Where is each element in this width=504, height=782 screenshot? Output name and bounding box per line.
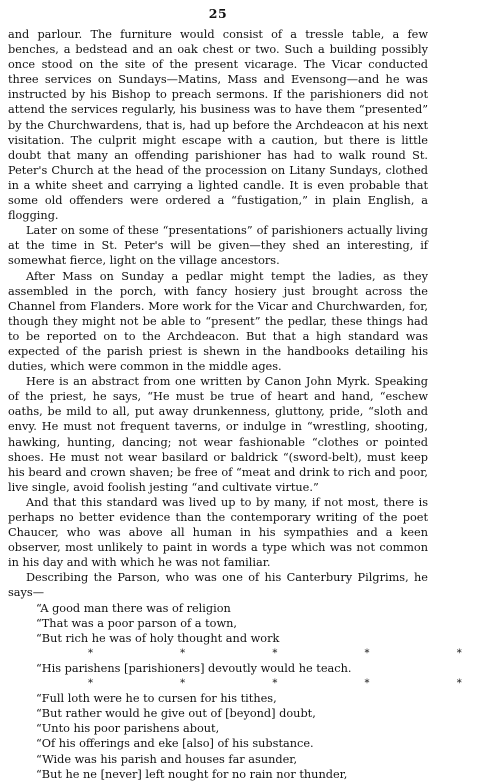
verse-line: “But rich he was of holy thought and work	[36, 631, 280, 645]
ellipsis-stars: * * * * *	[88, 678, 504, 690]
paragraph-chaucer: And that this standard was lived up to by many, if not most, there is perhaps no better evidence than the contemporary writing of the poet Chaucer, who was above all human in his sympathies and a keen observer, most unlikely to paint in words a type which was not common in his day and with which he was not familiar.	[8, 495, 428, 570]
verse-line: “But he ne [never] left nought for no rain nor thunder,	[36, 767, 348, 781]
page-number: 25	[208, 6, 228, 21]
paragraph-vicar-duties: and parlour. The furniture would consist of a tressle table, a few benches, a bedstead and an oak chest or two. Such a building possibly once stood on the site of the present vicarage. The Vicar conducted three services on Sundays—Matins, Mass and Evensong—and he was instructed by his Bishop to preach sermons. If the parishioners did not attend the services regularly, his business was to have them “presented” by the Churchwardens, that is, had up before the Archdeacon at his next visitation. The culprit might escape with a caution, but there is little doubt that many an offending parishioner has had to walk round St. Peter's Church at the head of the procession on Litany Sundays, clothed in a white sheet and carrying a lighted candle. It is even probable that some old offenders were ordered a “fustigation,” in plain English, a flogging.	[8, 28, 428, 223]
paragraph-presentations: Later on some of these “presentations” of parishioners actually living at the time in St. Peter's will be given—they shed an interesting, if somewhat fierce, light on the village ancestors.	[8, 224, 428, 268]
verse-line: “But rather would he give out of [beyond] doubt,	[36, 707, 316, 721]
ellipsis-stars: * * * * *	[88, 647, 504, 659]
paragraph-john-myrk: Here is an abstract from one written by Canon John Myrk. Speaking of the priest, he says, “He must be true of heart and hand, “eschew oaths, be mild to all, put away drunkenness, gluttony, pride, “sloth and envy. He must not frequent taverns, or indulge in “wrestling, shooting, hawking, hunting, dancing; not wear fashionable “clothes or pointed shoes. He must not wear basilard or baldrick “(sword-belt), must keep his beard and crown shaven; be free of “meat and drink to rich and poor, live single, avoid foolish jesting “and cultivate virtue.”	[8, 375, 428, 494]
verse-line: “Full loth were he to cursen for his tithes,	[36, 692, 277, 706]
paragraph-parson-intro: Describing the Parson, who was one of his Canterbury Pilgrims, he says—	[8, 571, 428, 600]
verse-block	[8, 601, 504, 782]
verse-line: “That was a poor parson of a town,	[36, 616, 238, 630]
verse-line: “Wide was his parish and houses far asunder,	[36, 752, 298, 766]
verse-line: “Unto his poor parishens about,	[36, 722, 220, 736]
paragraph-pedlar: After Mass on Sunday a pedlar might tempt the ladies, as they assembled in the porch, with fancy hosiery just brought across the Channel from Flanders. More work for the Vicar and Churchwarden, for, though they might not be able to “present” the pedlar, these things had to be reported on to the Archdeacon. But that a high standard was expected of the parish priest is shewn in the handbooks detailing his duties, which were common in the middle ages.	[8, 269, 428, 374]
verse-line: “A good man there was of religion	[36, 601, 231, 615]
book-page	[8, 6, 504, 782]
verse-line: “Of his offerings and eke [also] of his substance.	[36, 737, 314, 751]
verse-line: “His parishens [parishioners] devoutly would he teach.	[36, 661, 352, 675]
